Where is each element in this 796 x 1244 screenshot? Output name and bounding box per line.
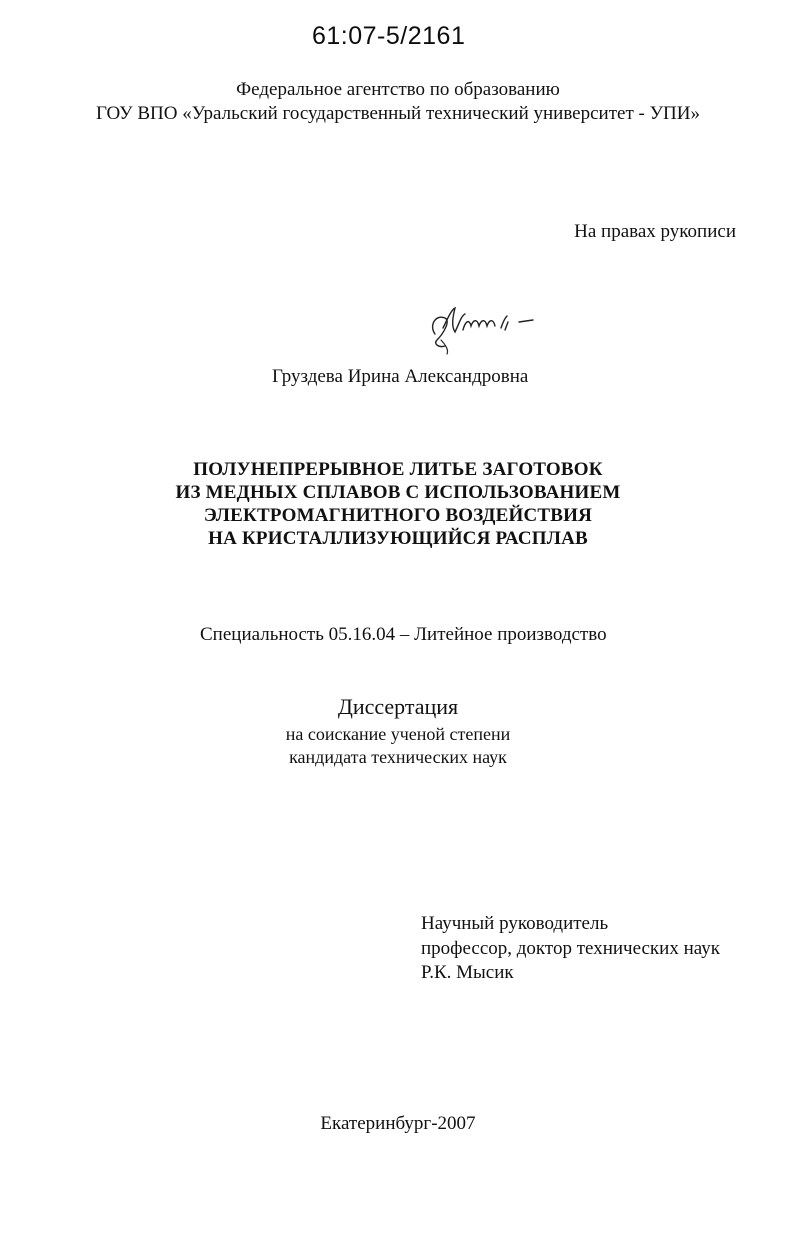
supervisor-label: Научный руководитель [421, 913, 609, 934]
specialty: Специальность 05.16.04 – Литейное производство [200, 624, 607, 645]
city-year: Екатеринбург-2007 [320, 1113, 476, 1134]
title-line: НА КРИСТАЛЛИЗУЮЩИЙСЯ РАСПЛАВ [208, 528, 588, 549]
dissertation-title [0, 458, 796, 550]
author-signature [425, 300, 545, 356]
dissertation-label: Диссертация [337, 694, 459, 719]
degree-line: кандидата технических наук [289, 747, 507, 767]
supervisor-name: Р.К. Мысик [421, 962, 514, 983]
title-line: ПОЛУНЕПРЕРЫВНОЕ ЛИТЬЕ ЗАГОТОВОК [193, 459, 603, 480]
degree-line: на соискание ученой степени [285, 724, 511, 744]
agency-name: Федеральное агентство по образованию [236, 79, 560, 100]
university-name: ГОУ ВПО «Уральский государственный технический университет - УПИ» [96, 103, 700, 124]
title-line: ЭЛЕКТРОМАГНИТНОГО ВОЗДЕЙСТВИЯ [203, 505, 593, 526]
supervisor-title: профессор, доктор технических наук [421, 938, 720, 959]
document-code: 61:07-5/2161 [312, 22, 466, 50]
manuscript-note: На правах рукописи [574, 221, 736, 242]
author-name: Груздева Ирина Александровна [272, 366, 529, 387]
title-line: ИЗ МЕДНЫХ СПЛАВОВ С ИСПОЛЬЗОВАНИЕМ [175, 482, 621, 503]
